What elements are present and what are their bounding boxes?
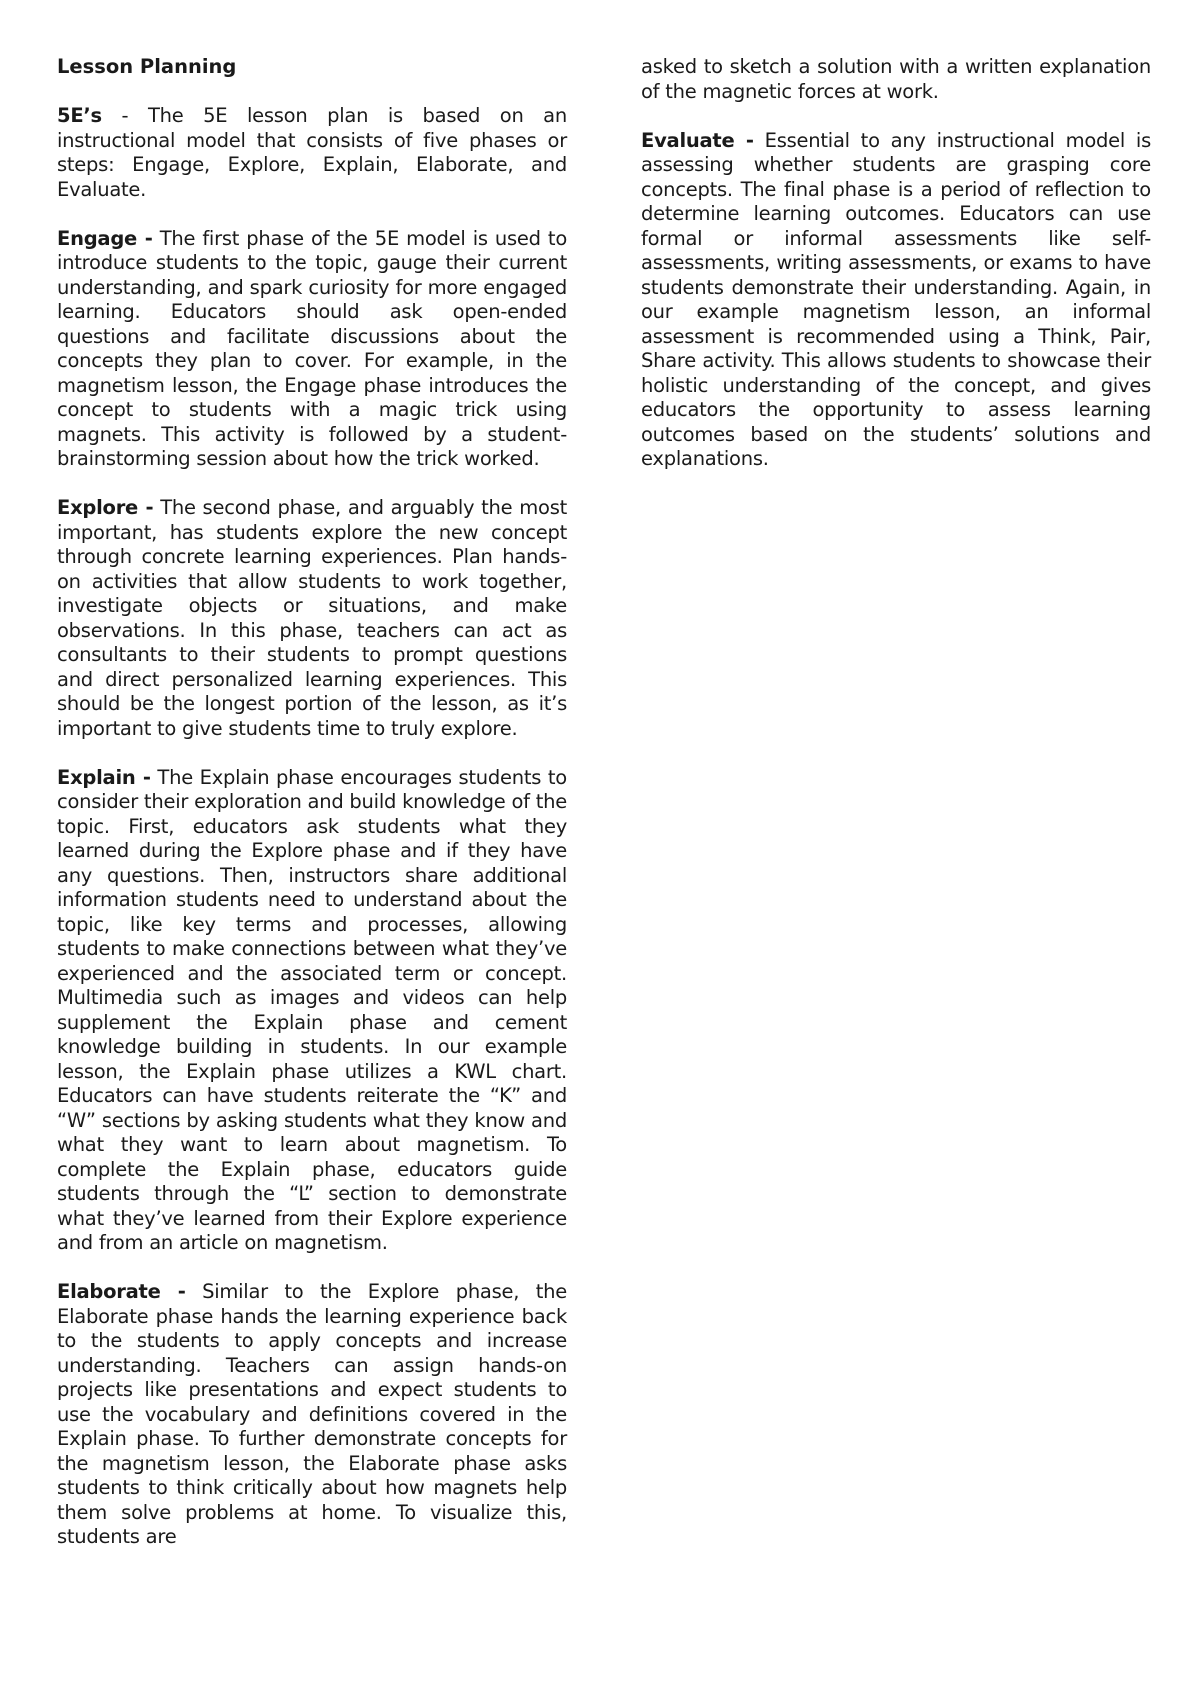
paragraph-explain	[57, 766, 567, 1256]
term-5es: 5E’s	[57, 104, 102, 127]
body-evaluate: Essential to any instructional model is assessing whether students are grasping core concepts. The final phase is a period of reflection to determine learning outcomes. Educators can use formal or informal assessments like self-assessments, writing assessments, or exams to have students demonstrate their understanding. Again, in our example magnetism lesson, an informal assessment is recommended using a Think, Pair, Share activity. This allows students to showcase their holistic understanding of the concept, and gives educators the opportunity to assess learning outcomes based on the students’ solutions and explanations.	[641, 128, 1151, 470]
separator	[153, 227, 160, 250]
paragraph-5es	[57, 104, 567, 202]
paragraph-elaborate-continued: asked to sketch a solution with a written explanation of the magnetic forces at work.	[641, 55, 1151, 103]
separator	[186, 1280, 203, 1303]
right-column	[641, 55, 1151, 496]
paragraph-explore	[57, 496, 567, 741]
body-elaborate: Similar to the Explore phase, the Elaborate phase hands the learning experience back to the students to apply concepts and increase understanding. Teachers can assign hands-on projects like presentations and expect students to use the vocabulary and definitions covered in the Explain phase. To further demonstrate concepts for the magnetism lesson, the Elaborate phase asks students to think critically about how magnets help them solve problems at home. To visualize this, students are	[57, 1280, 567, 1548]
paragraph-engage	[57, 227, 567, 472]
paragraph-elaborate	[57, 1280, 567, 1550]
body-engage: The first phase of the 5E model is used to introduce students to the topic, gauge their current understanding, and spark curiosity for more engaged learning. Educators should ask open-ended questions and facilitate discussions about the concepts they plan to cover. For example, in the magnetism lesson, the Engage phase introduces the concept to students with a magic trick using magnets. This activity is followed by a student-brainstorming session about how the trick worked.	[57, 226, 567, 470]
paragraph-evaluate	[641, 129, 1151, 472]
term-evaluate: Evaluate -	[641, 128, 754, 152]
body-5es: The 5E lesson plan is based on an instructional model that consists of five phases or steps: Engage, Explore, Explain, Elaborate, and Evaluate.	[57, 104, 567, 201]
body-explore: The second phase, and arguably the most important, has students explore the new concept through concrete learning experiences. Plan hands-on activities that allow students to work together, investigate objects or situations, and make observations. In this phase, teachers can act as consultants to their students to prompt questions and direct personalized learning experiences. This should be the longest portion of the lesson, as it’s important to give students time to truly explore.	[57, 496, 567, 740]
separator: -	[101, 104, 148, 127]
term-explain: Explain -	[57, 765, 151, 789]
term-elaborate: Elaborate -	[57, 1280, 186, 1303]
term-explore: Explore -	[57, 496, 154, 519]
separator	[754, 129, 765, 152]
term-engage: Engage -	[57, 226, 153, 250]
page-title: Lesson Planning	[57, 55, 237, 78]
left-column	[57, 55, 567, 1574]
body-explain: The Explain phase encourages students to consider their exploration and build knowledge of the topic. First, educators ask students what they learned during the Explore phase and if they have any questions. Then, instructors share additional information students need to understand about the topic, like key terms and processes, allowing students to make connections between what they’ve experienced and the associated term or concept. Multimedia such as images and videos can help supplement the Explain phase and cement knowledge building in students. In our example lesson, the Explain phase utilizes a KWL chart. Educators can have students reiterate the “K” and “W” sections by asking students what they know and what they want to learn about magnetism. To complete the Explain phase, educators guide students through the “L” section to demonstrate what they’ve learned from their Explore experience and from an article on magnetism.	[57, 765, 567, 1254]
